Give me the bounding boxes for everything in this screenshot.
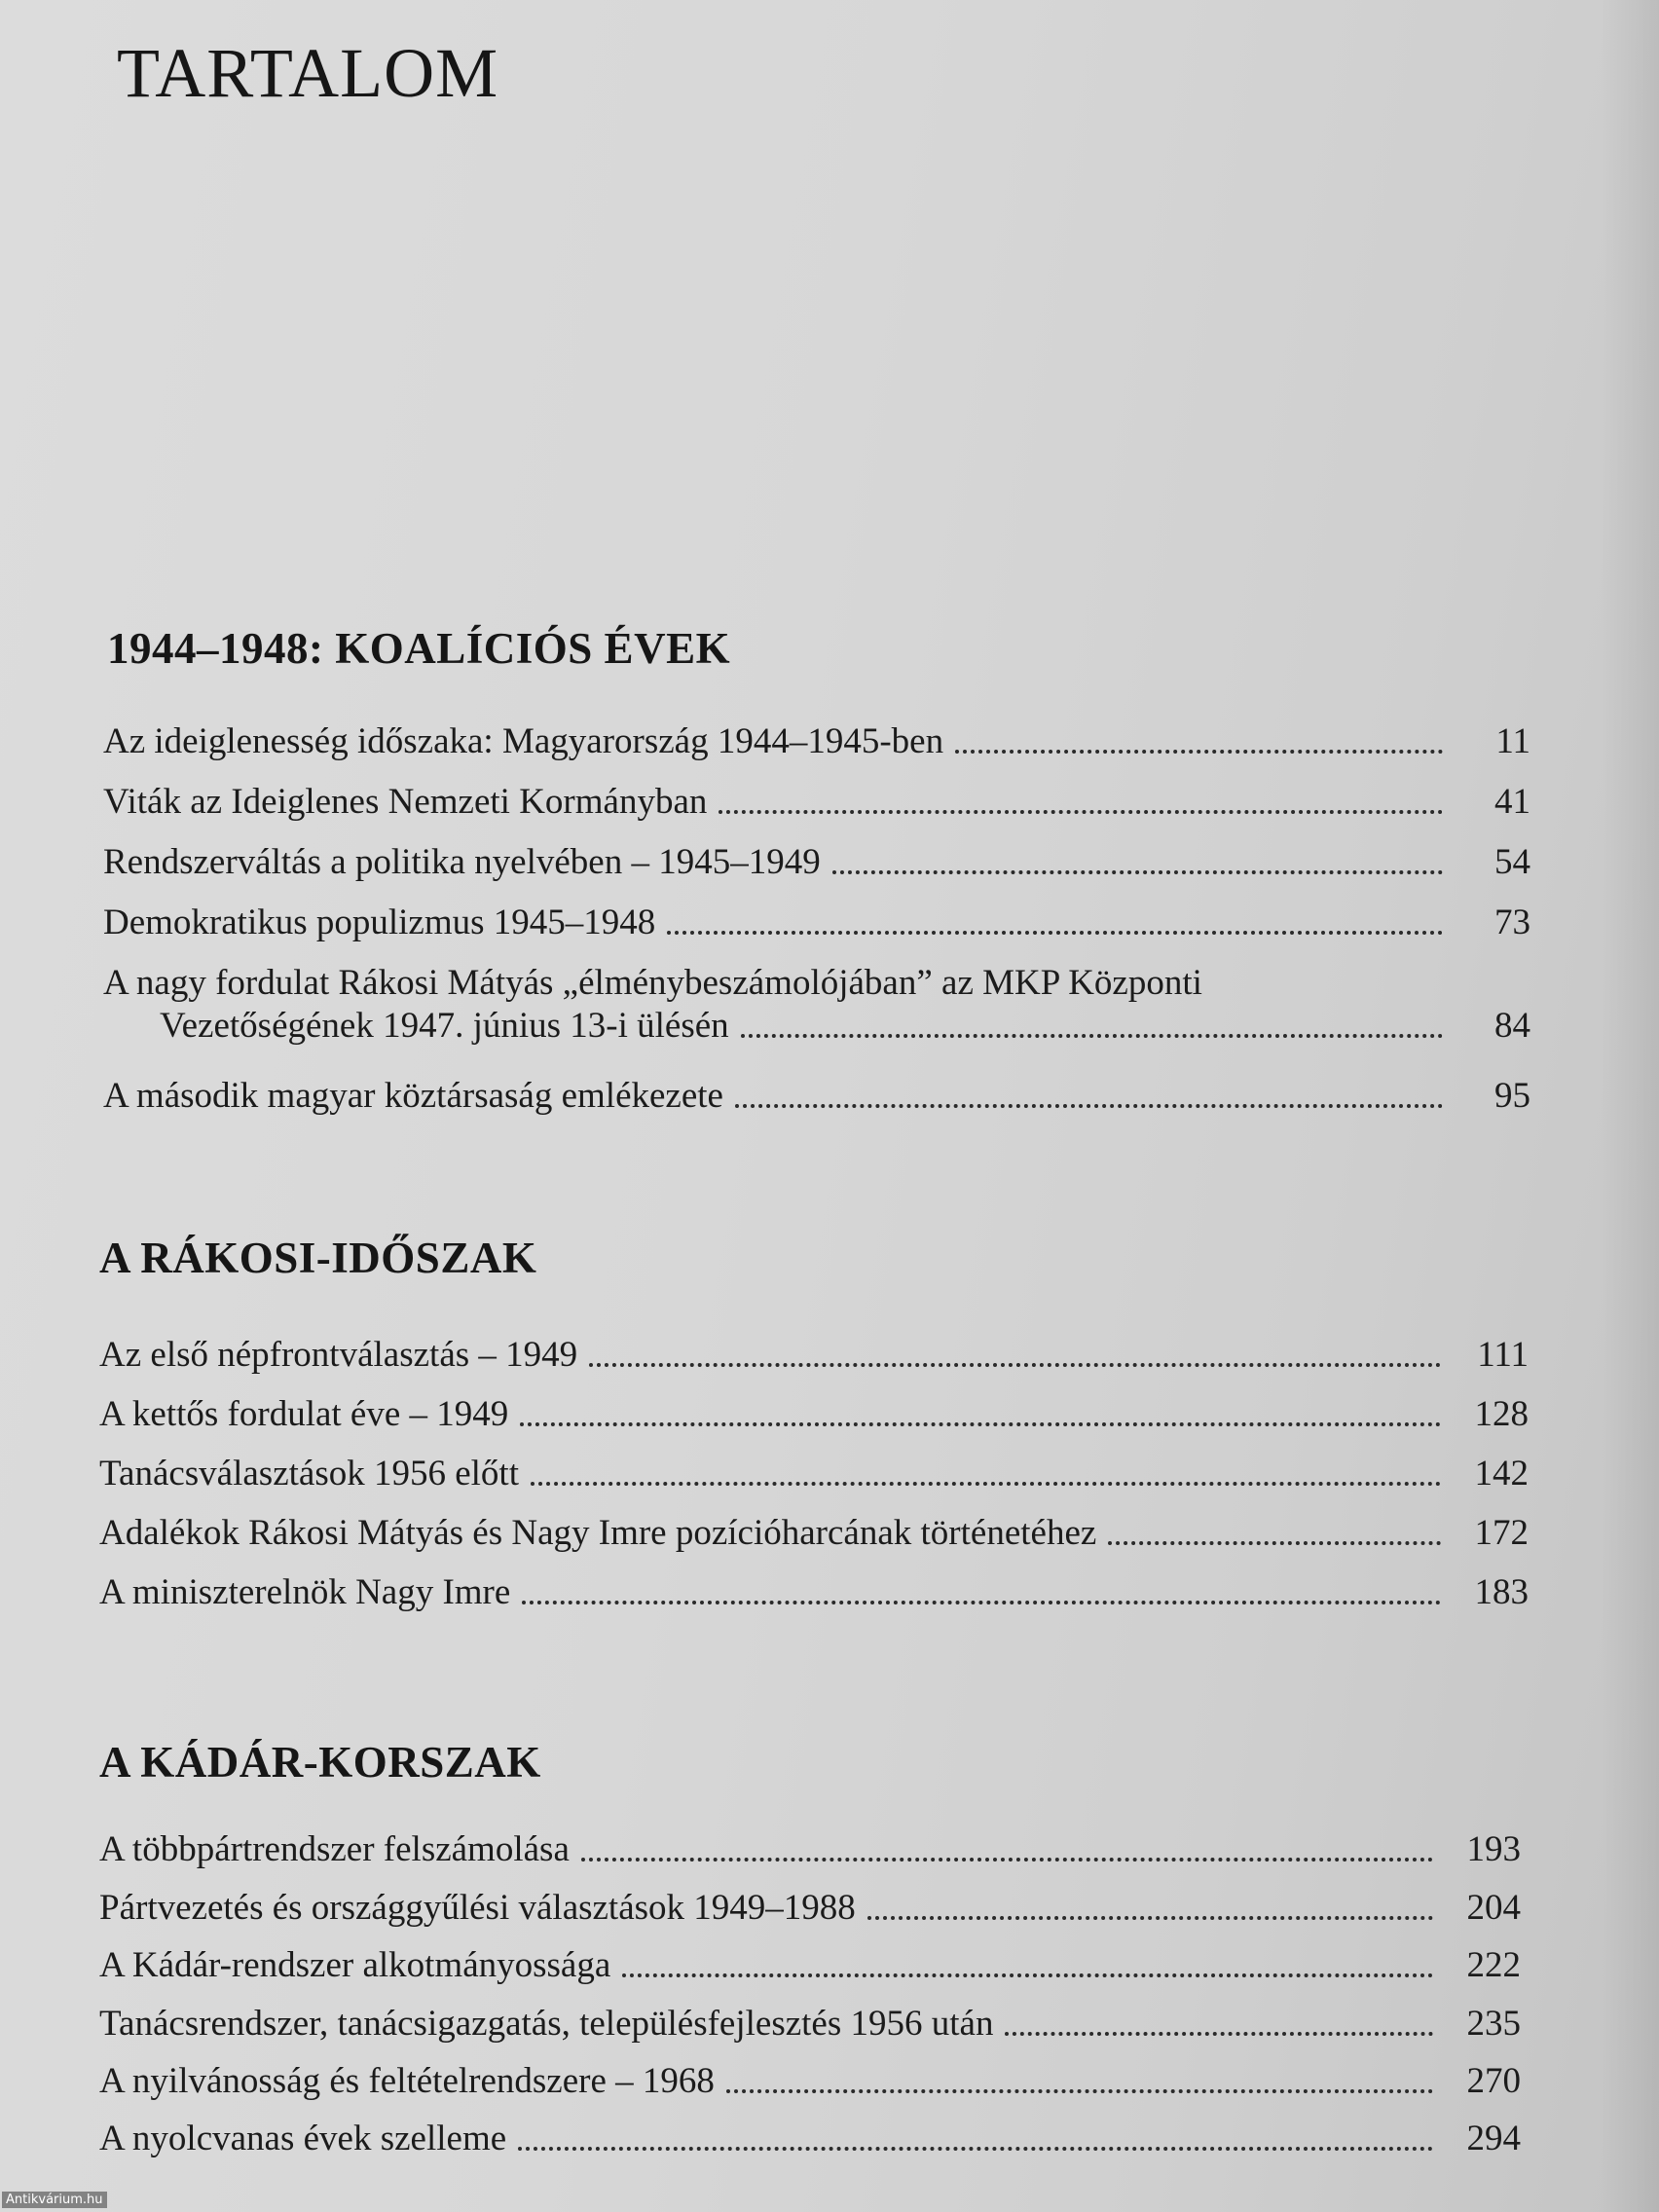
entry-title: Tanácsrendszer, tanácsigazgatás, településfejlesztés 1956 után [99, 2004, 994, 2044]
entry-title: Az első népfrontválasztás – 1949 [99, 1335, 578, 1375]
dot-leader [1005, 2032, 1433, 2036]
entry-title: A második magyar köztársaság emlékezete [103, 1076, 723, 1116]
section-title-kadar: A KÁDÁR-KORSZAK [99, 1738, 541, 1787]
toc-entry[interactable] [99, 1512, 1529, 1555]
page-edge-shadow [1601, 0, 1659, 2212]
page-title: TARTALOM [117, 34, 499, 112]
dot-leader [622, 1973, 1433, 1977]
dot-leader [518, 2147, 1433, 2151]
entry-title-continuation: Vezetőségének 1947. június 13-i ülésén [160, 1006, 729, 1046]
entry-title: A többpártrendszer felszámolása [99, 1829, 570, 1869]
toc-entry[interactable] [99, 1453, 1529, 1495]
entry-title: A kettős fordulat éve – 1949 [99, 1394, 509, 1434]
entry-page-number: 11 [1495, 721, 1530, 761]
toc-entry[interactable] [103, 962, 1530, 1048]
toc-entry[interactable] [99, 2003, 1521, 2046]
entry-page-number: 95 [1494, 1076, 1530, 1116]
dot-leader [955, 750, 1443, 754]
entry-page-number: 41 [1494, 782, 1530, 822]
section-title-koalicios: 1944–1948: KOALÍCIÓS ÉVEK [107, 624, 731, 673]
entry-title: A miniszterelnök Nagy Imre [99, 1572, 511, 1612]
dot-leader [719, 810, 1443, 814]
dot-leader [735, 1104, 1443, 1108]
entry-page-number: 204 [1466, 1888, 1521, 1928]
entry-page-number: 142 [1474, 1454, 1529, 1493]
toc-entry[interactable] [99, 1334, 1529, 1377]
entry-page-number: 193 [1466, 1829, 1521, 1869]
entry-page-number: 54 [1494, 842, 1530, 882]
entry-title: Pártvezetés és országgyűlési választások 1949–1988 [99, 1888, 856, 1928]
entry-title: Tanácsválasztások 1956 előtt [99, 1454, 519, 1493]
toc-entry[interactable] [99, 1944, 1521, 1987]
dot-leader [867, 1916, 1433, 1920]
entry-page-number: 235 [1466, 2004, 1521, 2044]
entry-page-number: 270 [1466, 2061, 1521, 2101]
dot-leader [832, 870, 1443, 874]
dot-leader [581, 1858, 1433, 1862]
entry-page-number: 111 [1477, 1335, 1529, 1375]
toc-entry[interactable] [99, 1887, 1521, 1930]
entry-title: Rendszerváltás a politika nyelvében – 1945–1949 [103, 842, 821, 882]
entry-title: Demokratikus populizmus 1945–1948 [103, 903, 656, 942]
dot-leader [726, 2089, 1433, 2093]
entry-title: A nyolcvanas évek szelleme [99, 2119, 507, 2158]
toc-entry[interactable] [99, 1393, 1529, 1436]
dot-leader [667, 931, 1443, 935]
entry-title: A nyilvánosság és feltételrendszere – 1968 [99, 2061, 715, 2101]
section-title-rakosi: A RÁKOSI-IDŐSZAK [99, 1234, 537, 1282]
entry-page-number: 73 [1494, 903, 1530, 942]
toc-entry[interactable] [99, 1828, 1521, 1871]
dot-leader [531, 1482, 1441, 1486]
toc-entry[interactable] [99, 2118, 1521, 2160]
entry-page-number: 172 [1474, 1513, 1529, 1553]
dot-leader [522, 1601, 1441, 1604]
dot-leader [741, 1034, 1443, 1038]
toc-entry[interactable] [103, 841, 1530, 884]
toc-entry[interactable] [103, 1075, 1530, 1118]
toc-entry[interactable] [103, 720, 1530, 763]
dot-leader [520, 1422, 1441, 1426]
entry-page-number: 294 [1466, 2119, 1521, 2158]
entry-title: Adalékok Rákosi Mátyás és Nagy Imre pozícióharcának történetéhez [99, 1513, 1097, 1553]
entry-title: Viták az Ideiglenes Nemzeti Kormányban [103, 782, 708, 822]
entry-title: Az ideiglenesség időszaka: Magyarország 1944–1945-ben [103, 721, 944, 761]
watermark-logo: Antikvárium.hu [2, 2192, 107, 2208]
entry-title: A nagy fordulat Rákosi Mátyás „élménybeszámolójában” az MKP Központi [103, 963, 1202, 1003]
entry-page-number: 84 [1494, 1006, 1530, 1046]
entry-page-number: 183 [1474, 1572, 1529, 1612]
entry-page-number: 128 [1474, 1394, 1529, 1434]
entry-page-number: 222 [1466, 1945, 1521, 1985]
dot-leader [1108, 1541, 1441, 1545]
toc-entry[interactable] [99, 1571, 1529, 1614]
toc-entry[interactable] [99, 2060, 1521, 2103]
toc-entry[interactable] [103, 902, 1530, 944]
toc-entry[interactable] [103, 781, 1530, 824]
entry-title: A Kádár-rendszer alkotmányossága [99, 1945, 611, 1985]
dot-leader [589, 1363, 1441, 1367]
